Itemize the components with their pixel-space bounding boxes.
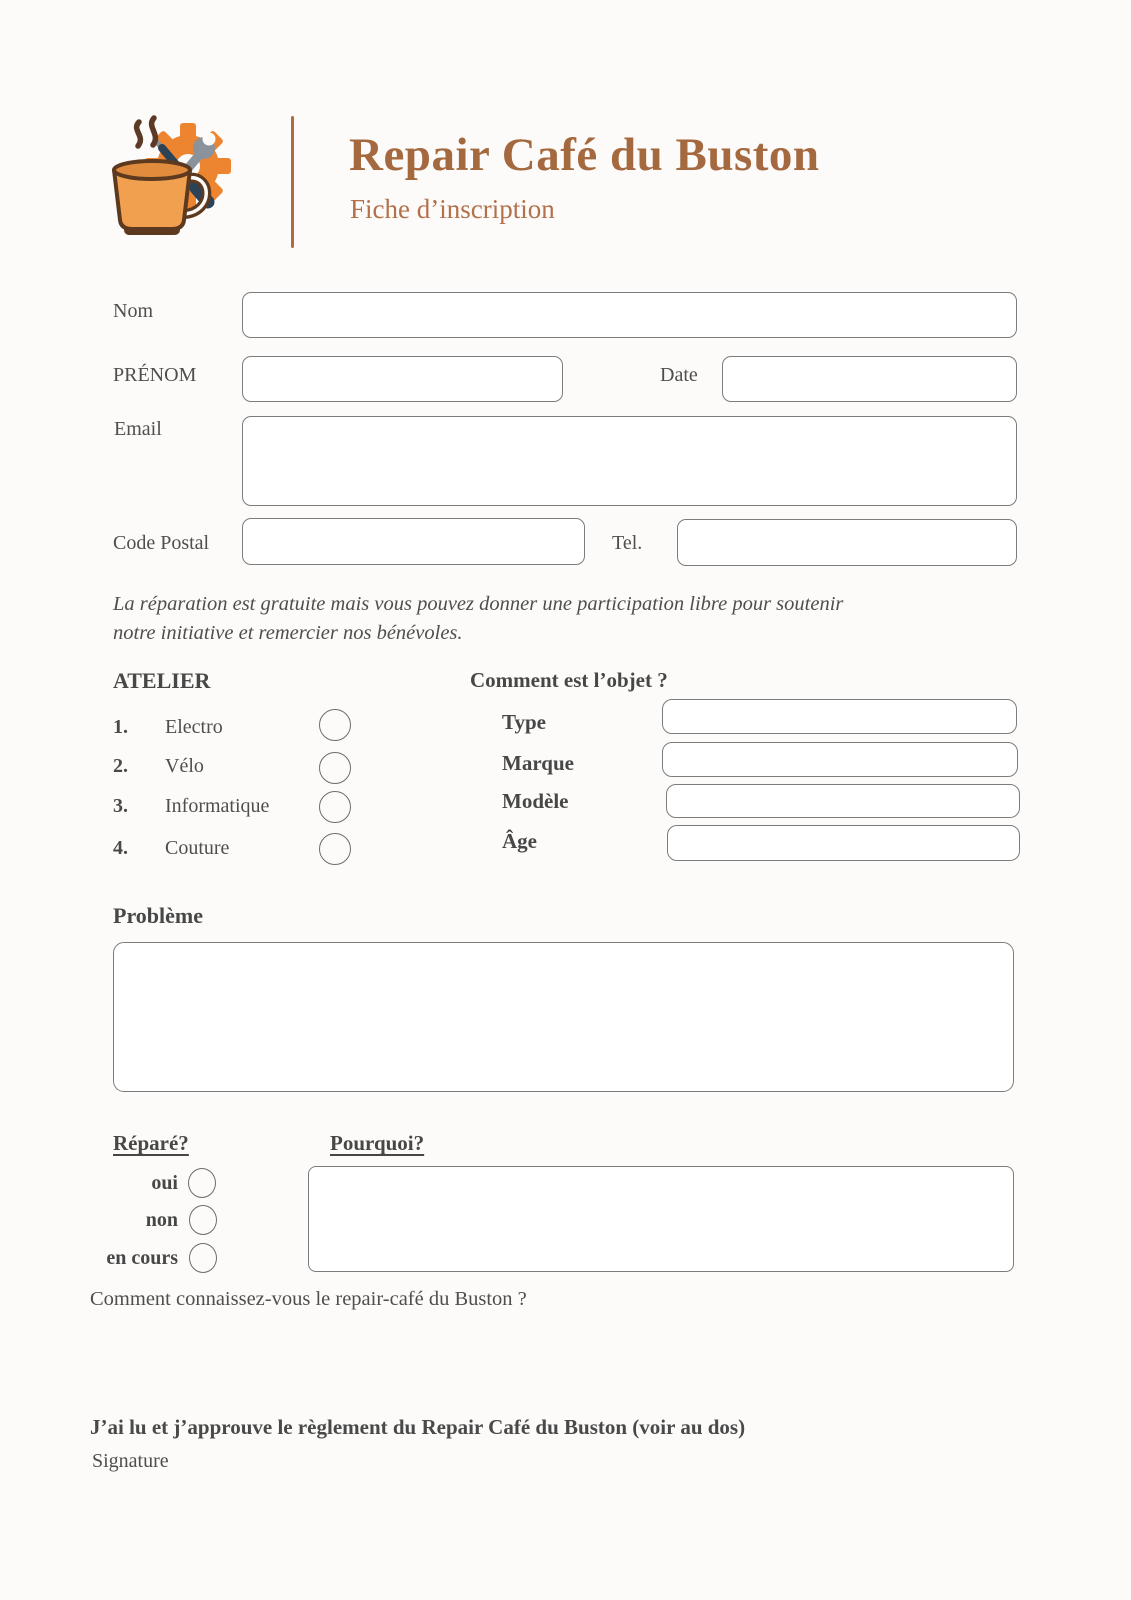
nom-input[interactable]: [242, 292, 1017, 338]
atelier-radio-informatique[interactable]: [319, 791, 351, 823]
age-label: Âge: [502, 829, 537, 853]
objet-heading: Comment est l’objet ?: [470, 668, 668, 692]
repare-radio-oui[interactable]: [188, 1168, 216, 1198]
repare-radio-en-cours[interactable]: [189, 1243, 217, 1273]
age-input[interactable]: [667, 825, 1020, 861]
repare-option-label-non: non: [145, 1209, 178, 1231]
marque-input[interactable]: [662, 742, 1018, 777]
participation-note-line1: La réparation est gratuite mais vous pouvez donner une participation libre pour soutenir: [113, 593, 844, 615]
type-label: Type: [502, 710, 546, 734]
signature-label: Signature: [92, 1450, 169, 1472]
modele-input[interactable]: [666, 784, 1020, 818]
atelier-radio-electro[interactable]: [319, 709, 351, 741]
code-postal-input[interactable]: [242, 518, 585, 565]
repare-option-label-en-cours: en cours: [106, 1247, 178, 1269]
atelier-heading: ATELIER: [113, 668, 211, 693]
marque-label: Marque: [502, 751, 574, 775]
atelier-option-label-couture: Couture: [165, 837, 230, 859]
tel-label: Tel.: [612, 532, 643, 554]
email-label: Email: [114, 418, 162, 440]
page-title: Repair Café du Buston: [349, 129, 820, 181]
atelier-radio-couture[interactable]: [319, 833, 351, 865]
type-input[interactable]: [662, 699, 1017, 734]
repare-heading: Réparé?: [113, 1131, 189, 1155]
code-postal-label: Code Postal: [113, 532, 210, 554]
date-input[interactable]: [722, 356, 1017, 402]
participation-note: [113, 590, 843, 648]
probleme-input[interactable]: [113, 942, 1014, 1092]
repare-option-label-oui: oui: [151, 1172, 178, 1194]
repair-cafe-logo: [98, 112, 234, 240]
probleme-label: Problème: [113, 903, 204, 928]
email-input[interactable]: [242, 416, 1017, 506]
atelier-option-number: 4.: [113, 837, 128, 859]
header-divider: [291, 116, 294, 248]
pourquoi-input[interactable]: [308, 1166, 1014, 1272]
atelier-option-number: 2.: [113, 755, 128, 777]
atelier-radio-velo[interactable]: [319, 752, 351, 784]
prenom-input[interactable]: [242, 356, 563, 402]
agreement-statement: J’ai lu et j’approuve le règlement du Repair Café du Buston (voir au dos): [90, 1415, 746, 1439]
how-did-you-hear-question: Comment connaissez-vous le repair-café du Buston ?: [90, 1288, 527, 1310]
atelier-option-label-velo: Vélo: [165, 755, 204, 777]
pourquoi-heading: Pourquoi?: [330, 1131, 425, 1155]
repare-radio-non[interactable]: [189, 1205, 217, 1235]
steam-icon: [137, 118, 156, 146]
page-subtitle: Fiche d’inscription: [350, 194, 555, 224]
atelier-option-label-informatique: Informatique: [165, 795, 270, 817]
modele-label: Modèle: [502, 789, 569, 813]
date-label: Date: [660, 364, 698, 386]
tel-input[interactable]: [677, 519, 1017, 566]
participation-note-line2: notre initiative et remercier nos bénévoles.: [113, 622, 463, 644]
atelier-option-label-electro: Electro: [165, 716, 223, 738]
nom-label: Nom: [113, 300, 153, 322]
atelier-option-number: 3.: [113, 795, 128, 817]
atelier-option-number: 1.: [113, 716, 128, 738]
prenom-label: PRÉNOM: [113, 364, 197, 386]
